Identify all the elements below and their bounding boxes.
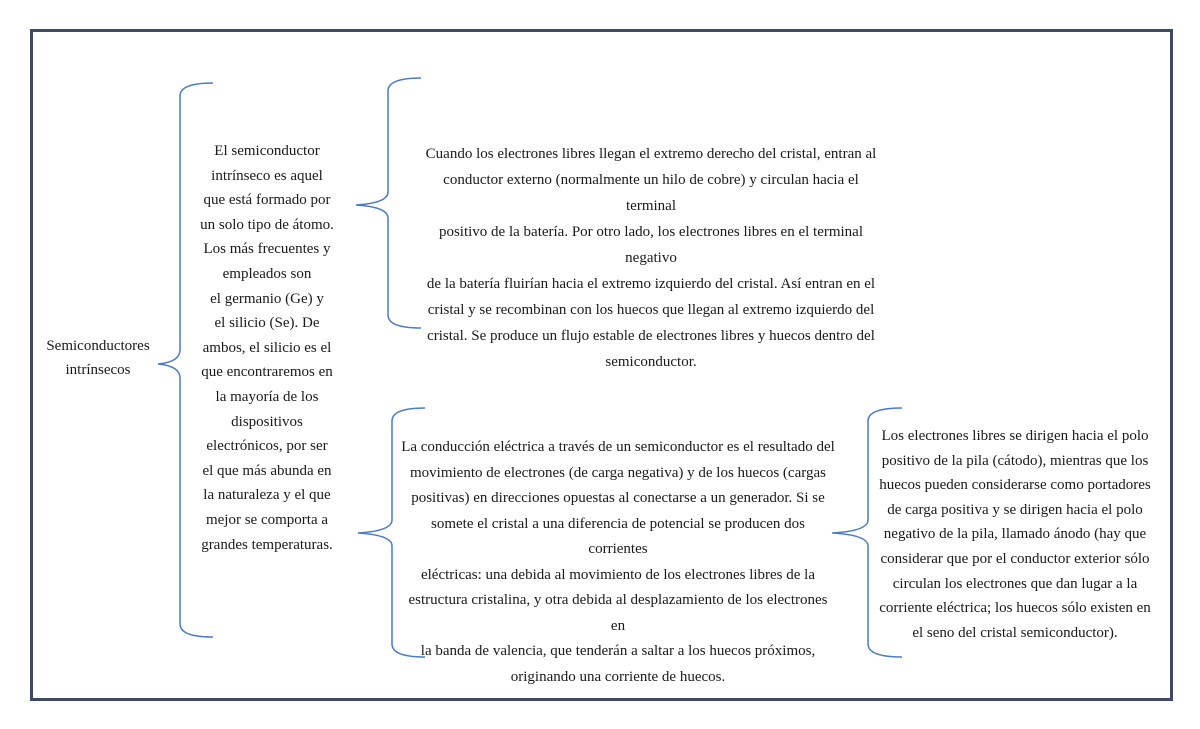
- definition-text-block: El semiconductor intrínseco es aquel que está formado por un solo tipo de átomo. Los más frecuentes y empleados son el germanio (Ge) y el silicio (Se). De ambos, el silicio es el que encontraremos en la mayoría de los dispositivos electrónicos, por ser el que más abunda en la naturaleza y el que mejor se comporta a grandes temperaturas.: [200, 143, 334, 553]
- charge-carriers-text-block: Los electrones libres se dirigen hacia el polo positivo de la pila (cátodo), mientras que los huecos pueden considerarse como portadores de carga positiva y se dirigen hacia el polo negativo de la pila, llamado ánodo (hay que considerar que por el conductor exterior sólo circulan los electrones que dan lugar a la corriente eléctrica; los huecos sólo existen en el seno del cristal semiconductor).: [879, 428, 1151, 641]
- root-concept-label: Semiconductores intrínsecos: [46, 338, 150, 378]
- conduction-text-block: La conducción eléctrica a través de un semiconductor es el resultado del movimiento de electrones (de carga negativa) y de los huecos (cargas positivas) en direcciones opuestas al conectarse a un generador. Si se somete el cristal a una diferencia de potencial se producen dos corrientes eléctricas: una debida al movimiento de los electrones libres de la estructura cristalina, y otra debida al desplazamiento de los electrones en la banda de valencia, que tenderán a saltar a los huecos próximos, originando una corriente de huecos.: [401, 439, 835, 685]
- electron-movement-text-block: Cuando los electrones libres llegan el extremo derecho del cristal, entran al conductor externo (normalmente un hilo de cobre) y circulan hacia el terminal positivo de la batería. Por otro lado, los electrones libres en el terminal negativo de la batería fluirían hacia el extremo izquierdo del cristal. Así entran en el cristal y se recombinan con los huecos que llegan al extremo izquierdo del cristal. Se produce un flujo estable de electrones libres y huecos dentro del semiconductor.: [425, 146, 877, 370]
- brace-movement: [356, 78, 421, 328]
